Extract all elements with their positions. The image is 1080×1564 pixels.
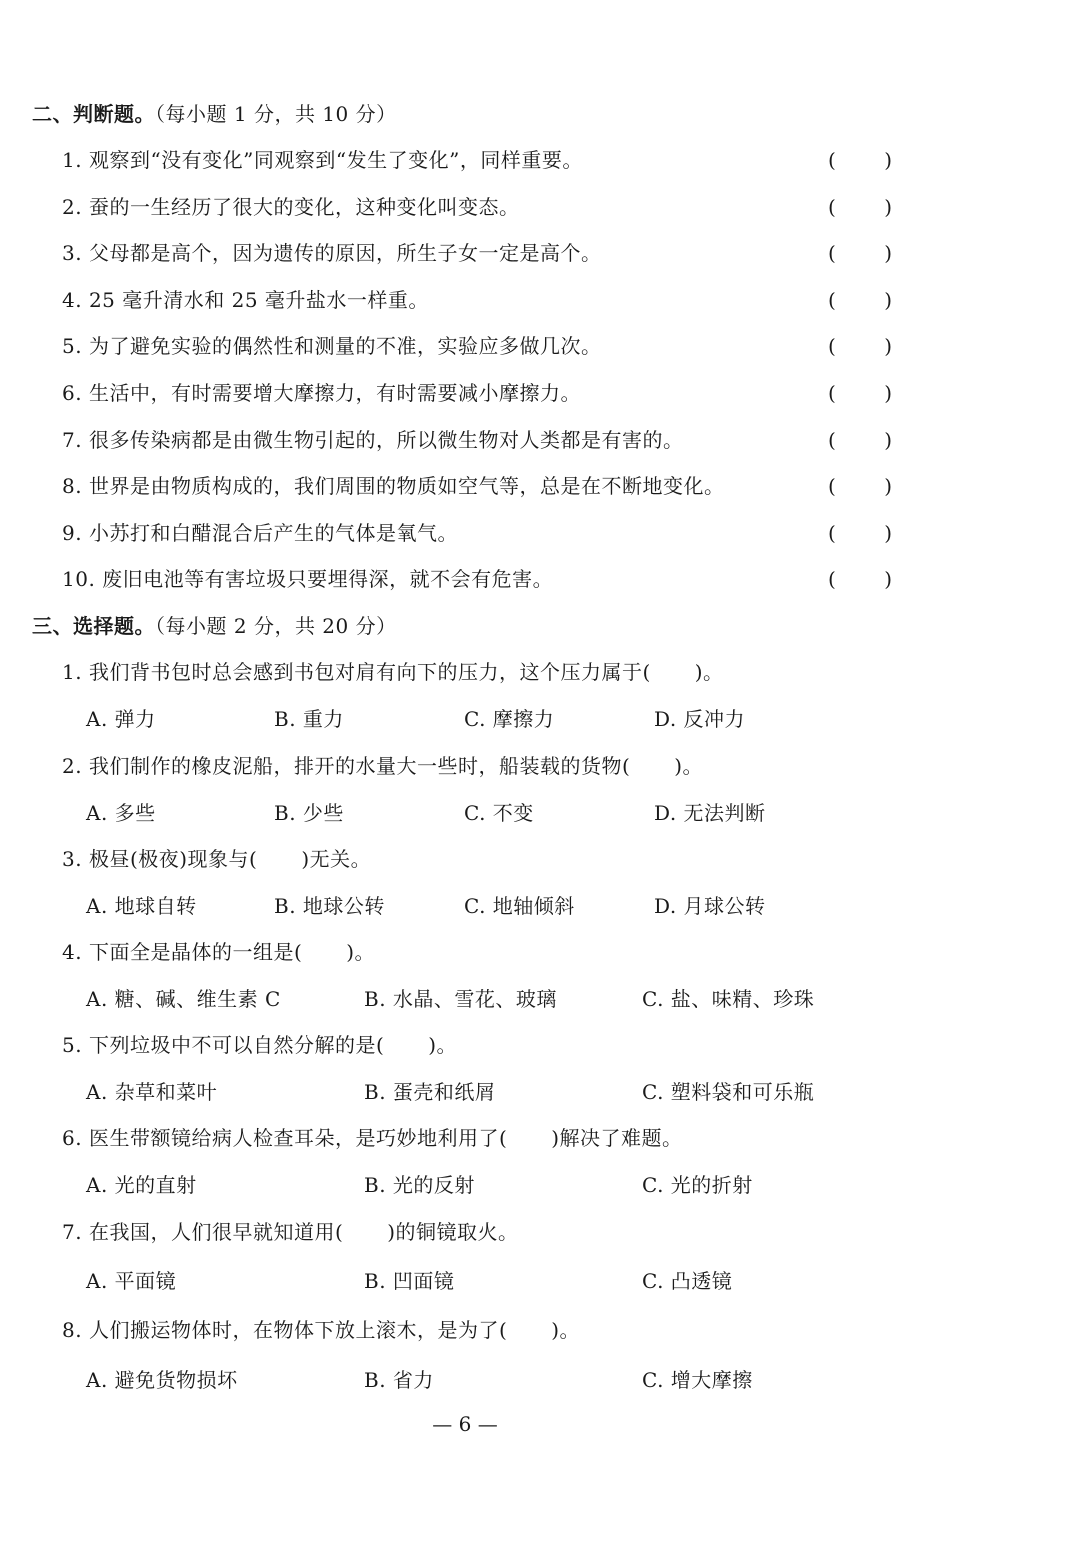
choice-option[interactable]: D. 反冲力: [654, 707, 746, 731]
paren-open: (: [828, 521, 836, 545]
question-text-end: )。: [428, 1033, 458, 1057]
tf-statement: 9. 小苏打和白醋混合后产生的气体是氧气。: [62, 521, 458, 545]
question-stem: [62, 1124, 683, 1152]
choice-option[interactable]: C. 盐、味精、珍珠: [642, 987, 815, 1011]
choice-option[interactable]: A. 糖、碱、维生素 C: [86, 987, 281, 1011]
paren-close: ): [884, 195, 892, 219]
question-stem: [62, 938, 375, 966]
answer-blank[interactable]: [828, 286, 892, 314]
paren-open: (: [828, 567, 836, 591]
question-text: 3. 极昼(极夜)现象与(: [62, 847, 258, 871]
question-text: 1. 我们背书包时总会感到书包对肩有向下的压力，这个压力属于(: [62, 660, 651, 684]
answer-blank[interactable]: [828, 519, 892, 547]
tf-statement: 5. 为了避免实验的偶然性和测量的不准，实验应多做几次。: [62, 334, 602, 358]
question-text-end: )。: [346, 940, 376, 964]
answer-blank[interactable]: [828, 332, 892, 360]
choice-option[interactable]: C. 光的折射: [642, 1173, 753, 1197]
choice-option[interactable]: D. 月球公转: [654, 894, 766, 918]
paren-open: (: [828, 334, 836, 358]
paren-open: (: [828, 381, 836, 405]
paren-close: ): [884, 474, 892, 498]
tf-statement: 2. 蚕的一生经历了很大的变化，这种变化叫变态。: [62, 195, 520, 219]
tf-statement: 6. 生活中，有时需要增大摩擦力，有时需要减小摩擦力。: [62, 381, 581, 405]
answer-blank[interactable]: [828, 472, 892, 500]
section-3-title: 三、选择题。: [32, 614, 155, 638]
tf-statement: 7. 很多传染病都是由微生物引起的，所以微生物对人类都是有害的。: [62, 428, 684, 452]
section-2-note: （每小题 1 分，共 10 分）: [155, 102, 397, 126]
choice-option[interactable]: C. 地轴倾斜: [464, 894, 575, 918]
paren-close: ): [884, 241, 892, 265]
choice-option[interactable]: B. 水晶、雪花、玻璃: [364, 987, 557, 1011]
tf-statement: 3. 父母都是高个，因为遗传的原因，所生子女一定是高个。: [62, 241, 602, 265]
tf-statement: 4. 25 毫升清水和 25 毫升盐水一样重。: [62, 288, 429, 312]
choice-option[interactable]: A. 弹力: [86, 707, 156, 731]
paren-close: ): [884, 288, 892, 312]
question-text: 6. 医生带额镜给病人检查耳朵，是巧妙地利用了(: [62, 1126, 508, 1150]
choice-option[interactable]: C. 增大摩擦: [642, 1368, 753, 1392]
question-text-end: )。: [694, 660, 724, 684]
question-text-end: )。: [674, 754, 704, 778]
question-text: 4. 下面全是晶体的一组是(: [62, 940, 303, 964]
question-text: 8. 人们搬运物体时，在物体下放上滚木，是为了(: [62, 1318, 508, 1342]
question-stem: [62, 845, 371, 873]
section-3-note: （每小题 2 分，共 20 分）: [155, 614, 397, 638]
section-2-heading: [32, 100, 397, 128]
choice-option[interactable]: B. 地球公转: [274, 894, 385, 918]
tf-statement: 1. 观察到“没有变化”同观察到“发生了变化”，同样重要。: [62, 148, 583, 172]
paren-open: (: [828, 241, 836, 265]
question-text-end: )的铜镜取火。: [387, 1220, 519, 1244]
choice-option[interactable]: A. 杂草和菜叶: [86, 1080, 218, 1104]
choice-option[interactable]: A. 光的直射: [86, 1173, 197, 1197]
question-text-end: )解决了难题。: [551, 1126, 683, 1150]
answer-blank[interactable]: [828, 565, 892, 593]
section-2-title: 二、判断题。: [32, 102, 155, 126]
paren-close: ): [884, 148, 892, 172]
tf-statement: 8. 世界是由物质构成的，我们周围的物质如空气等，总是在不断地变化。: [62, 474, 725, 498]
question-text: 5. 下列垃圾中不可以自然分解的是(: [62, 1033, 385, 1057]
answer-blank[interactable]: [828, 239, 892, 267]
choice-option[interactable]: C. 凸透镜: [642, 1269, 733, 1293]
paren-close: ): [884, 567, 892, 591]
question-stem: [62, 1031, 457, 1059]
question-text-end: )无关。: [301, 847, 372, 871]
paren-close: ): [884, 521, 892, 545]
question-text: 2. 我们制作的橡皮泥船，排开的水量大一些时，船装载的货物(: [62, 754, 631, 778]
choice-option[interactable]: B. 光的反射: [364, 1173, 475, 1197]
choice-option[interactable]: D. 无法判断: [654, 801, 766, 825]
paren-open: (: [828, 195, 836, 219]
choice-option[interactable]: A. 地球自转: [86, 894, 197, 918]
paren-close: ): [884, 381, 892, 405]
paren-open: (: [828, 428, 836, 452]
paren-open: (: [828, 474, 836, 498]
section-3-heading: [32, 612, 397, 640]
paren-open: (: [828, 148, 836, 172]
answer-blank[interactable]: [828, 426, 892, 454]
question-text-end: )。: [551, 1318, 581, 1342]
choice-option[interactable]: B. 少些: [274, 801, 344, 825]
paren-open: (: [828, 288, 836, 312]
choice-option[interactable]: B. 凹面镜: [364, 1269, 455, 1293]
question-stem: [62, 752, 703, 780]
question-text: 7. 在我国，人们很早就知道用(: [62, 1220, 344, 1244]
choice-option[interactable]: C. 摩擦力: [464, 707, 555, 731]
choice-option[interactable]: A. 避免货物损坏: [86, 1368, 238, 1392]
paren-close: ): [884, 334, 892, 358]
choice-option[interactable]: A. 平面镜: [86, 1269, 177, 1293]
choice-option[interactable]: C. 不变: [464, 801, 534, 825]
question-stem: [62, 658, 724, 686]
question-stem: [62, 1218, 519, 1246]
answer-blank[interactable]: [828, 146, 892, 174]
choice-option[interactable]: C. 塑料袋和可乐瓶: [642, 1080, 815, 1104]
choice-option[interactable]: B. 重力: [274, 707, 344, 731]
question-stem: [62, 1316, 580, 1344]
answer-blank[interactable]: [828, 379, 892, 407]
choice-option[interactable]: B. 蛋壳和纸屑: [364, 1080, 496, 1104]
choice-option[interactable]: A. 多些: [86, 801, 156, 825]
page-number: — 6 —: [432, 1412, 498, 1436]
answer-blank[interactable]: [828, 193, 892, 221]
paren-close: ): [884, 428, 892, 452]
choice-option[interactable]: B. 省力: [364, 1368, 434, 1392]
tf-statement: 10. 废旧电池等有害垃圾只要埋得深，就不会有危害。: [62, 567, 554, 591]
